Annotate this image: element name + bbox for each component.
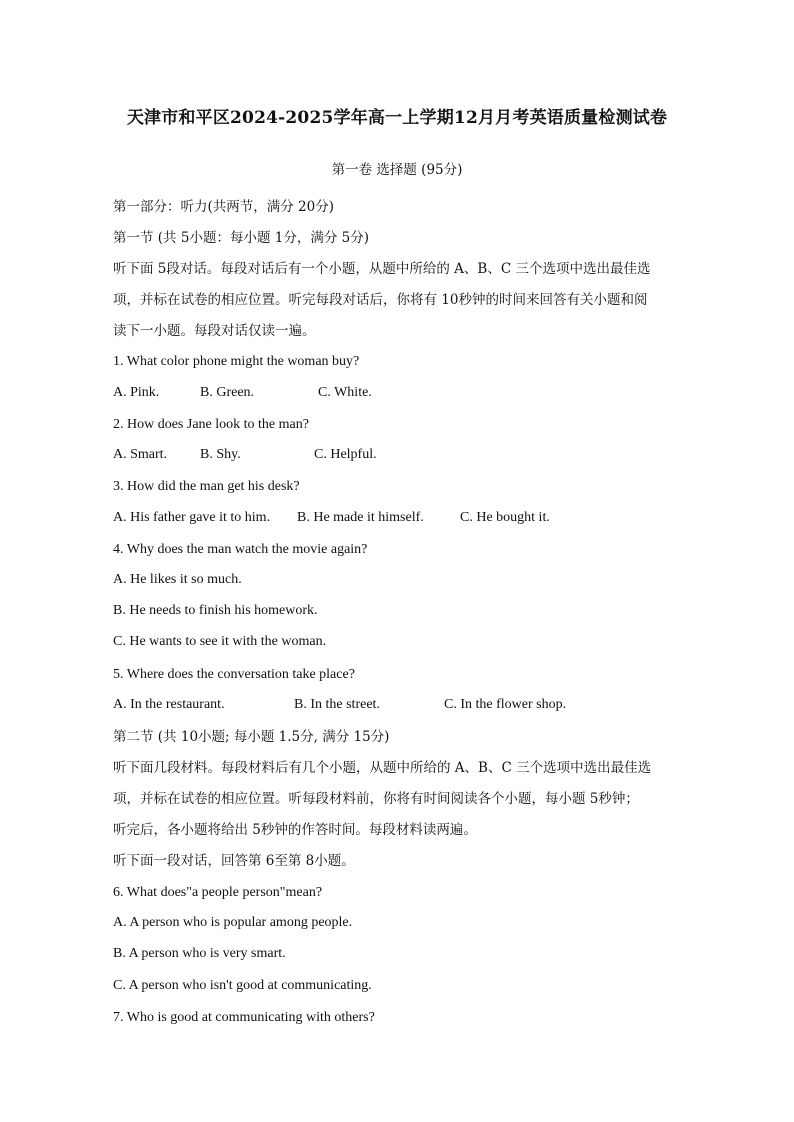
instruction-line: 听下面几段材料。每段材料后有几个小题，从题中所给的 A、B、C 三个选项中选出最佳选 — [113, 760, 652, 776]
option-c: C. In the flower shop. — [444, 697, 567, 712]
option-a: A. In the restaurant. — [113, 697, 225, 712]
instruction-line: 听下面 5段对话。每段对话后有一个小题，从题中所给的 A、B、C 三个选项中选出最佳选 — [113, 261, 651, 277]
question-text: 2. How does Jane look to the man? — [113, 417, 309, 432]
instruction-line: 项，并标在试卷的相应位置。听每段材料前，你将有时间阅读各个小题，每小题 5秒钟； — [113, 791, 639, 807]
instruction-line: 读下一小题。每段对话仅读一遍。 — [113, 323, 316, 339]
question-text: 7. Who is good at communicating with others? — [113, 1010, 375, 1025]
passage-intro: 听下面一段对话，回答第 6至第 8小题。 — [113, 853, 355, 869]
exam-title: 天津市和平区2024-2025学年高一上学期12月月考英语质量检测试卷 — [126, 108, 668, 128]
question-text: 5. Where does the conversation take place? — [113, 667, 355, 682]
option-b: B. In the street. — [294, 697, 380, 712]
option-b: B. Green. — [200, 385, 255, 400]
option-b: B. He made it himself. — [297, 510, 424, 525]
option-c: C. He wants to see it with the woman. — [113, 634, 327, 649]
instruction-line: 听完后，各小题将给出 5秒钟的作答时间。每段材料读两遍。 — [113, 822, 477, 838]
option-a: A. Pink. — [113, 385, 160, 400]
option-c: C. A person who isn't good at communicating. — [113, 978, 372, 993]
question-text: 4. Why does the man watch the movie again? — [113, 542, 368, 557]
volume-subtitle: 第一卷 选择题 (95分) — [331, 162, 463, 178]
section-heading: 第二节 (共 10小题; 每小题 1.5分, 满分 15分) — [113, 729, 390, 745]
question-text: 6. What does"a people person"mean? — [113, 885, 323, 900]
question-text: 3. How did the man get his desk? — [113, 479, 300, 494]
option-a: A. His father gave it to him. — [113, 510, 271, 525]
option-b: B. Shy. — [200, 447, 241, 462]
part-heading: 第一部分：听力(共两节，满分 20分) — [113, 199, 335, 215]
option-a: A. He likes it so much. — [113, 572, 242, 587]
option-c: C. White. — [318, 385, 372, 400]
option-c: C. He bought it. — [460, 510, 550, 525]
option-a: A. A person who is popular among people. — [113, 915, 353, 930]
option-c: C. Helpful. — [314, 447, 377, 462]
option-a: A. Smart. — [113, 447, 168, 462]
section-heading: 第一节 (共 5小题：每小题 1分，满分 5分) — [113, 230, 369, 246]
option-b: B. A person who is very smart. — [113, 946, 286, 961]
question-text: 1. What color phone might the woman buy? — [113, 354, 360, 369]
instruction-line: 项，并标在试卷的相应位置。听完每段对话后，你将有 10秒钟的时间来回答有关小题和阅 — [113, 292, 648, 308]
option-b: B. He needs to finish his homework. — [113, 603, 318, 618]
